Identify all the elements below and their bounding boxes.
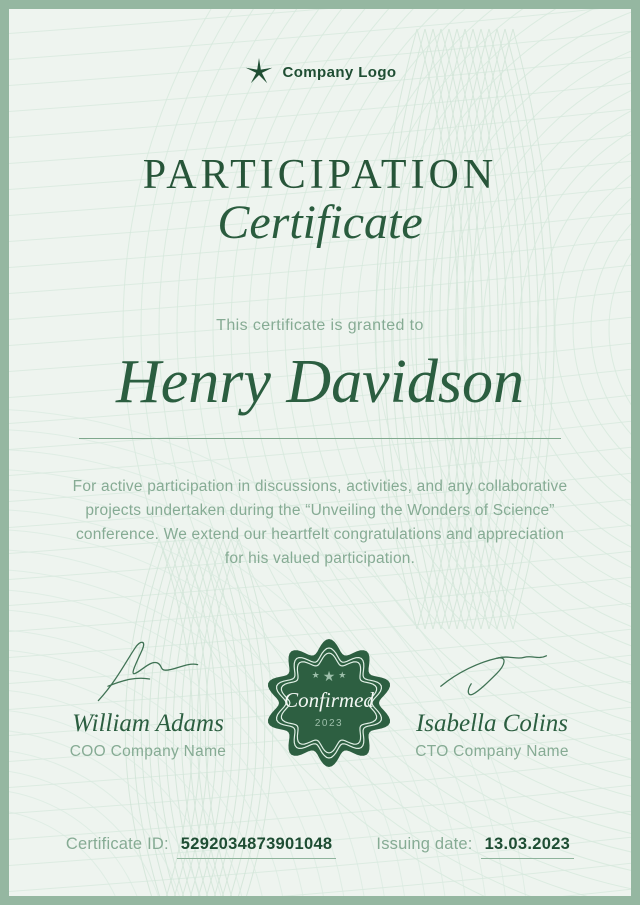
- certificate-id-value: 5292034873901048: [177, 835, 337, 859]
- confirmed-seal: [264, 638, 394, 768]
- star-glyph: ★: [338, 670, 347, 680]
- recipient-name: Henry Davidson: [115, 348, 525, 416]
- certificate-id-label: Certificate ID:: [65, 835, 169, 853]
- seal-stars-icon: [264, 668, 394, 684]
- signature-script-right: [407, 635, 577, 707]
- seal-year: 2023: [314, 718, 344, 729]
- description-text: For active participation in discussions, activities, and any collaborative projects undertaken during the “Unveiling the Wonders of Science” conference. We extend our heartfelt congratulations and appreciation for his valued participation.: [72, 478, 568, 567]
- company-logo-text: Company Logo: [282, 63, 397, 81]
- issuing-date: [376, 835, 574, 854]
- signer-name: Isabella Colins: [415, 710, 569, 737]
- signature-block-right: [377, 635, 607, 761]
- star-glyph: ★: [322, 668, 336, 684]
- star-icon: [244, 57, 274, 87]
- name-underline: [79, 438, 561, 439]
- certificate-footer: [9, 835, 631, 854]
- signature-script-left: [63, 635, 233, 707]
- company-logo: [9, 57, 631, 87]
- signature-block-left: [33, 635, 263, 761]
- seal-content: [264, 638, 394, 768]
- signer-name: William Adams: [72, 710, 224, 737]
- issuing-date-value: 13.03.2023: [481, 835, 575, 859]
- granted-label: This certificate is granted to: [216, 317, 424, 334]
- certificate-subtitle: Certificate: [217, 196, 423, 249]
- issuing-date-label: Issuing date:: [376, 835, 473, 853]
- certificate-title: PARTICIPATION: [142, 152, 498, 198]
- certificate-id: [66, 835, 337, 854]
- star-glyph: ★: [311, 670, 320, 680]
- seal-label: Confirmed: [284, 688, 374, 712]
- signer-title: CTO Company Name: [415, 743, 569, 760]
- signer-title: COO Company Name: [69, 743, 227, 760]
